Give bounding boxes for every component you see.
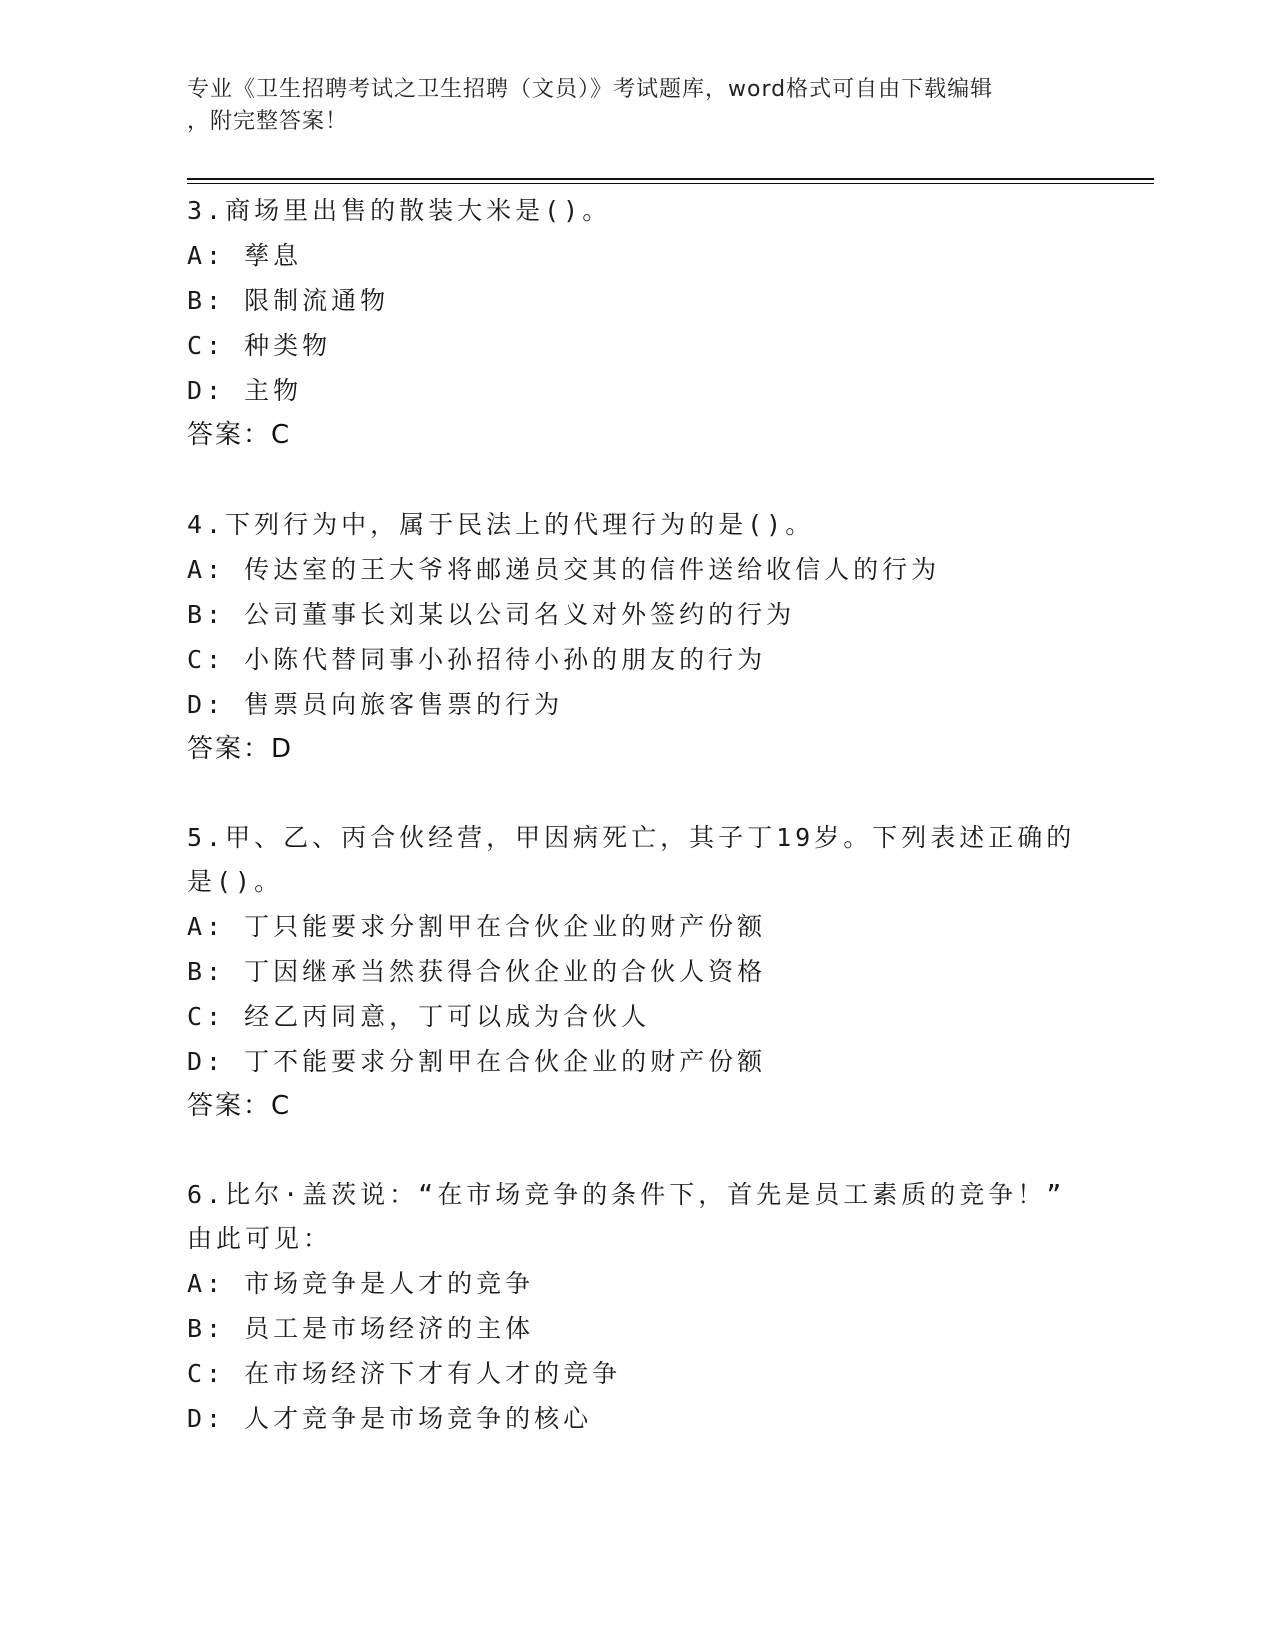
option-b: B: 限制流通物 [187, 286, 390, 315]
header-line-2: ，附完整答案！ [187, 109, 349, 134]
header-divider-thin [187, 183, 1154, 184]
option-a: A: 市场竞争是人才的竞争 [187, 1269, 535, 1298]
option-a: A: 孳息 [187, 241, 303, 270]
question-4 [187, 502, 1087, 772]
question-stem-line-1: 6.比尔·盖茨说：“在市场竞争的条件下，首先是员工素质的竞争！” [187, 1180, 1066, 1209]
option-c: C: 种类物 [187, 331, 332, 360]
option-c: C: 小陈代替同事小孙招待小孙的朋友的行为 [187, 645, 767, 674]
option-b: B: 丁因继承当然获得合伙企业的合伙人资格 [187, 957, 767, 986]
question-stem-line-2: 由此可见： [187, 1224, 333, 1253]
question-stem: 4.下列行为中，属于民法上的代理行为的是()。 [187, 510, 815, 539]
header-divider-thick [187, 178, 1154, 180]
option-b: B: 公司董事长刘某以公司名义对外签约的行为 [187, 600, 796, 629]
question-stem-line-1: 5.甲、乙、丙合伙经营，甲因病死亡，其子丁19岁。下列表述正确的 [187, 823, 1076, 852]
option-a: A: 传达室的王大爷将邮递员交其的信件送给收信人的行为 [187, 555, 941, 584]
answer: 答案：C [187, 1091, 292, 1121]
option-d: D: 人才竞争是市场竞争的核心 [187, 1404, 593, 1433]
option-d: D: 丁不能要求分割甲在合伙企业的财产份额 [187, 1047, 767, 1076]
option-a: A: 丁只能要求分割甲在合伙企业的财产份额 [187, 912, 767, 941]
option-b: B: 员工是市场经济的主体 [187, 1314, 535, 1343]
question-6 [187, 1173, 1087, 1441]
answer: 答案：D [187, 734, 294, 764]
question-5 [187, 816, 1087, 1129]
option-d: D: 主物 [187, 376, 303, 405]
header-line-1: 专业《卫生招聘考试之卫生招聘（文员）》考试题库，word格式可自由下载编辑 [187, 77, 994, 102]
question-stem-line-2: 是()。 [187, 867, 284, 896]
option-c: C: 经乙丙同意，丁可以成为合伙人 [187, 1002, 651, 1031]
question-stem: 3.商场里出售的散装大米是()。 [187, 196, 612, 225]
option-c: C: 在市场经济下才有人才的竞争 [187, 1359, 622, 1388]
answer: 答案：C [187, 420, 292, 450]
document-header [187, 74, 1067, 138]
question-3 [187, 188, 1087, 458]
question-list [187, 188, 1087, 1485]
option-d: D: 售票员向旅客售票的行为 [187, 690, 564, 719]
